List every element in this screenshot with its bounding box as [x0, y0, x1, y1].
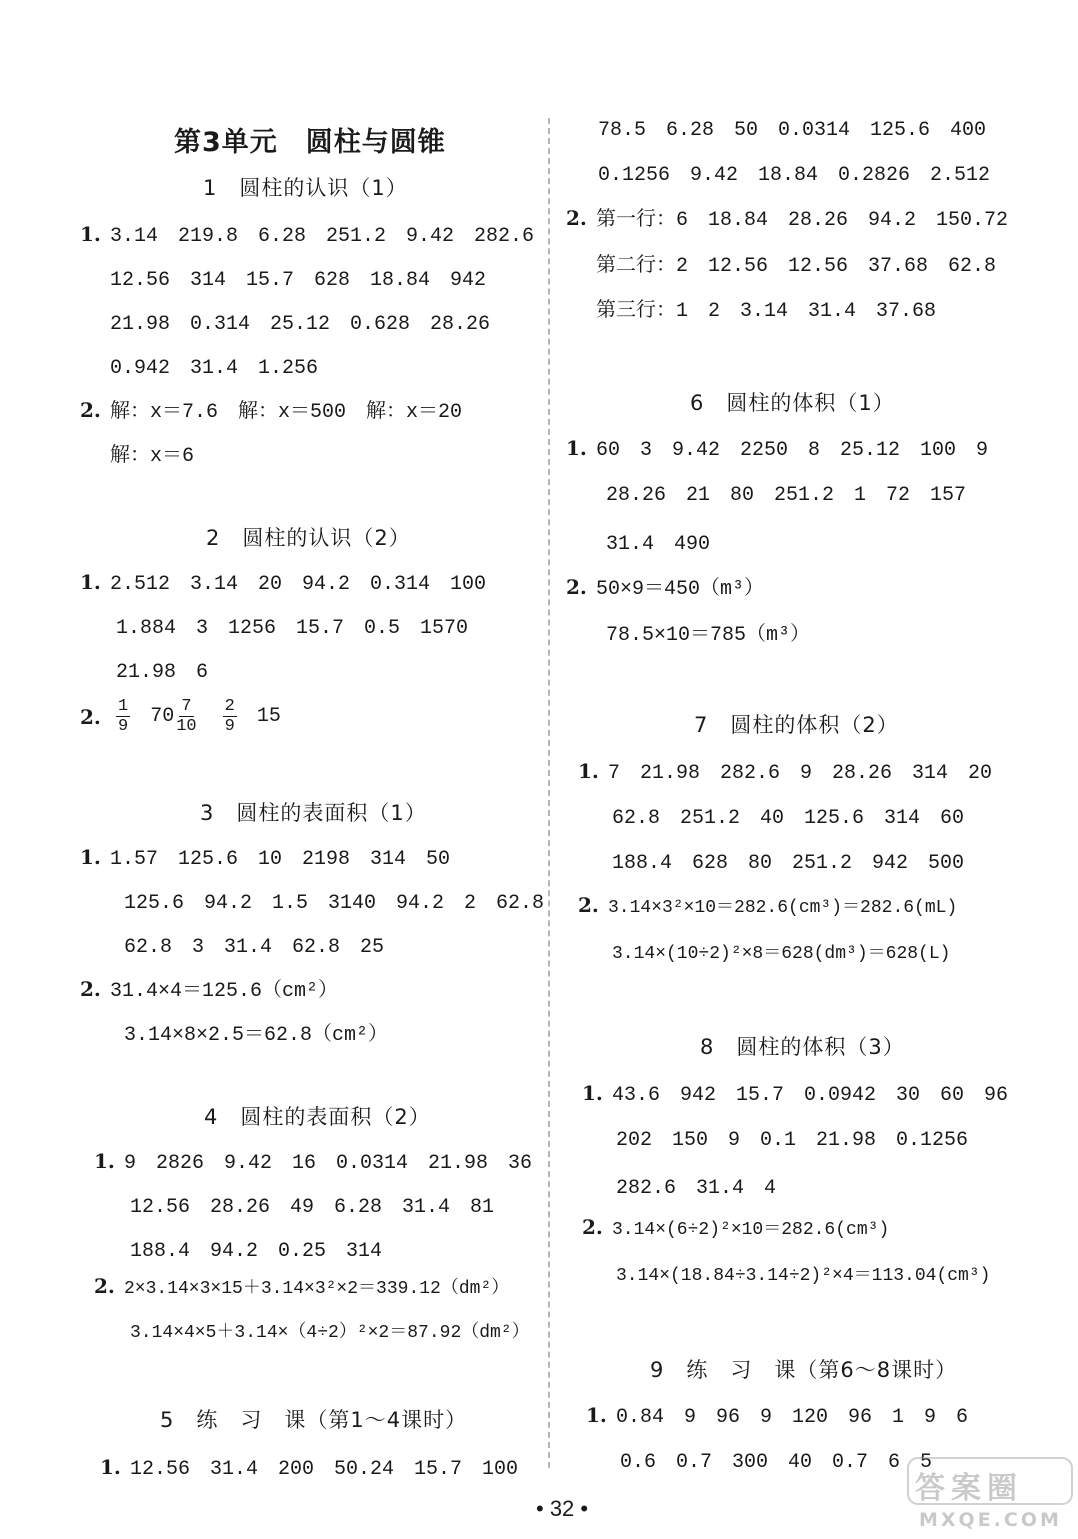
answer-text: 3.14 219.8 6.28 251.2 9.42 282.6 [110, 225, 535, 248]
question-number: 2. [80, 977, 101, 1001]
watermark-logo [905, 1455, 1075, 1535]
answer-text: 50×9＝450（m³） [596, 578, 765, 601]
answer-line: 1.884 3 1256 15.7 0.5 1570 [116, 617, 469, 640]
answer-line [80, 218, 534, 248]
answer-line: 解：x＝6 [110, 445, 195, 468]
question-number: 1. [80, 845, 101, 869]
answer-line [94, 1145, 532, 1175]
unit-title: 第3单元 圆柱与圆锥 [174, 127, 446, 158]
question-number: 2. [566, 575, 587, 599]
answer-line [94, 1273, 509, 1299]
answer-text: 60 3 9.42 2250 8 25.12 100 9 [596, 439, 989, 462]
answer-text: 第一行：6 18.84 28.26 94.2 150.72 [596, 209, 1009, 232]
answer-line: 21.98 0.314 25.12 0.628 28.26 [110, 313, 491, 336]
mixed-number: 70 $\frac{7}{10}$ [150, 697, 197, 736]
answer-line: 202 150 9 0.1 21.98 0.1256 [616, 1129, 969, 1152]
answer-line: 125.6 94.2 1.5 3140 94.2 2 62.8 [124, 892, 545, 915]
section-title-9: 9 练 习 课（第6～8课时） [650, 1358, 958, 1382]
question-number: 1. [586, 1403, 607, 1427]
answer-line: 3.14×(18.84÷3.14÷2)²×4＝113.04(cm³) [616, 1266, 991, 1286]
answer-line: 62.8 251.2 40 125.6 314 60 [612, 807, 965, 830]
answer-text: 2.512 3.14 20 94.2 0.314 100 [110, 573, 487, 596]
page-number: • 32 • [536, 1496, 589, 1521]
answer-text: 2×3.14×3×15＋3.14×3²×2＝339.12（dm²） [124, 1279, 510, 1299]
answer-line: 0.1256 9.42 18.84 0.2826 2.512 [598, 164, 991, 187]
question-number: 2. [582, 1215, 603, 1239]
answer-line: 3.14×4×5＋3.14×（4÷2）²×2＝87.92（dm²） [130, 1323, 530, 1343]
section-title-1: 1 圆柱的认识（1） [203, 176, 408, 200]
answer-line: 3.14×(10÷2)²×8＝628(dm³)＝628(L) [612, 944, 951, 964]
question-number: 2. [80, 398, 101, 422]
answer-text: 43.6 942 15.7 0.0942 30 60 96 [612, 1084, 1009, 1107]
answer-line [566, 432, 988, 462]
answer-line: 188.4 94.2 0.25 314 [130, 1240, 383, 1263]
answer-line: 第三行：1 2 3.14 31.4 37.68 [596, 300, 937, 323]
answer-line: 3.14×8×2.5＝62.8（cm²） [124, 1024, 389, 1047]
answer-line [100, 1451, 518, 1481]
watermark-text: 答案圈 [915, 1471, 1023, 1506]
answer-text: 12.56 31.4 200 50.24 15.7 100 [130, 1458, 519, 1481]
section-title-4: 4 圆柱的表面积（2） [204, 1105, 431, 1129]
answer-text: 31.4×4＝125.6（cm²） [110, 980, 339, 1003]
answer-line [566, 571, 764, 601]
answer-line: 188.4 628 80 251.2 942 500 [612, 852, 965, 875]
fraction: $\frac{1}{9}$ [118, 697, 129, 736]
answer-text: 3.14×3²×10＝282.6(cm³)＝282.6(mL) [608, 898, 958, 918]
answer-line: 28.26 21 80 251.2 1 72 157 [606, 484, 967, 507]
answer-line [582, 1077, 1008, 1107]
answer-text: 0.84 9 96 9 120 96 1 9 6 [616, 1406, 969, 1429]
column-divider [548, 118, 550, 1468]
section-title-5: 5 练 习 课（第1～4课时） [160, 1408, 468, 1432]
answer-line [80, 973, 338, 1003]
section-title-8: 8 圆柱的体积（3） [700, 1035, 905, 1059]
answer-line: 第二行：2 12.56 12.56 37.68 62.8 [596, 255, 997, 278]
watermark-url: MXQE.COM [919, 1509, 1062, 1531]
section-title-6: 6 圆柱的体积（1） [690, 391, 895, 415]
section-title-3: 3 圆柱的表面积（1） [200, 801, 427, 825]
answer-line: 12.56 28.26 49 6.28 31.4 81 [130, 1196, 495, 1219]
answer-line [80, 841, 450, 871]
fraction: $\frac{7}{10}$ [176, 697, 197, 736]
question-number: 1. [578, 759, 599, 783]
answer-line [80, 394, 462, 424]
question-number: 2. [94, 1274, 115, 1298]
answer-line [578, 892, 957, 918]
answer-text: 3.14×(6÷2)²×10＝282.6(cm³) [612, 1220, 890, 1240]
question-number: 2. [80, 704, 101, 729]
question-number: 1. [582, 1081, 603, 1105]
question-number: 1. [566, 436, 587, 460]
section-title-7: 7 圆柱的体积（2） [694, 713, 899, 737]
answer-line: 31.4 490 [606, 533, 711, 556]
question-number: 1. [80, 222, 101, 246]
answer-text: 15 [256, 705, 281, 728]
question-number: 1. [100, 1455, 121, 1479]
answer-line: 12.56 314 15.7 628 18.84 942 [110, 269, 487, 292]
answer-line [578, 755, 992, 785]
answer-line: 21.98 6 [116, 661, 209, 684]
answer-line: 78.5 6.28 50 0.0314 125.6 400 [598, 119, 987, 142]
answer-line [80, 566, 486, 596]
answer-line [582, 1214, 889, 1240]
section-title-2: 2 圆柱的认识（2） [206, 526, 411, 550]
answer-text: 9 2826 9.42 16 0.0314 21.98 36 [124, 1152, 533, 1175]
answer-text: 1.57 125.6 10 2198 314 50 [110, 848, 451, 871]
answer-line: 282.6 31.4 4 [616, 1177, 777, 1200]
fraction: $\frac{2}{9}$ [224, 697, 235, 736]
answer-line: 62.8 3 31.4 62.8 25 [124, 936, 385, 959]
question-number: 2. [578, 893, 599, 917]
answer-line [566, 202, 1008, 232]
answer-line: 0.942 31.4 1.256 [110, 357, 319, 380]
fraction-answer-line [80, 697, 281, 736]
question-number: 1. [94, 1149, 115, 1173]
answer-text: 解：x＝7.6 解：x＝500 解：x＝20 [110, 401, 463, 424]
answer-line [586, 1399, 968, 1429]
answer-text: 7 21.98 282.6 9 28.26 314 20 [608, 762, 993, 785]
answer-line: 78.5×10＝785（m³） [606, 624, 811, 647]
question-number: 2. [566, 206, 587, 230]
answer-line: 0.6 0.7 300 40 0.7 6 5 [620, 1451, 933, 1474]
question-number: 1. [80, 570, 101, 594]
